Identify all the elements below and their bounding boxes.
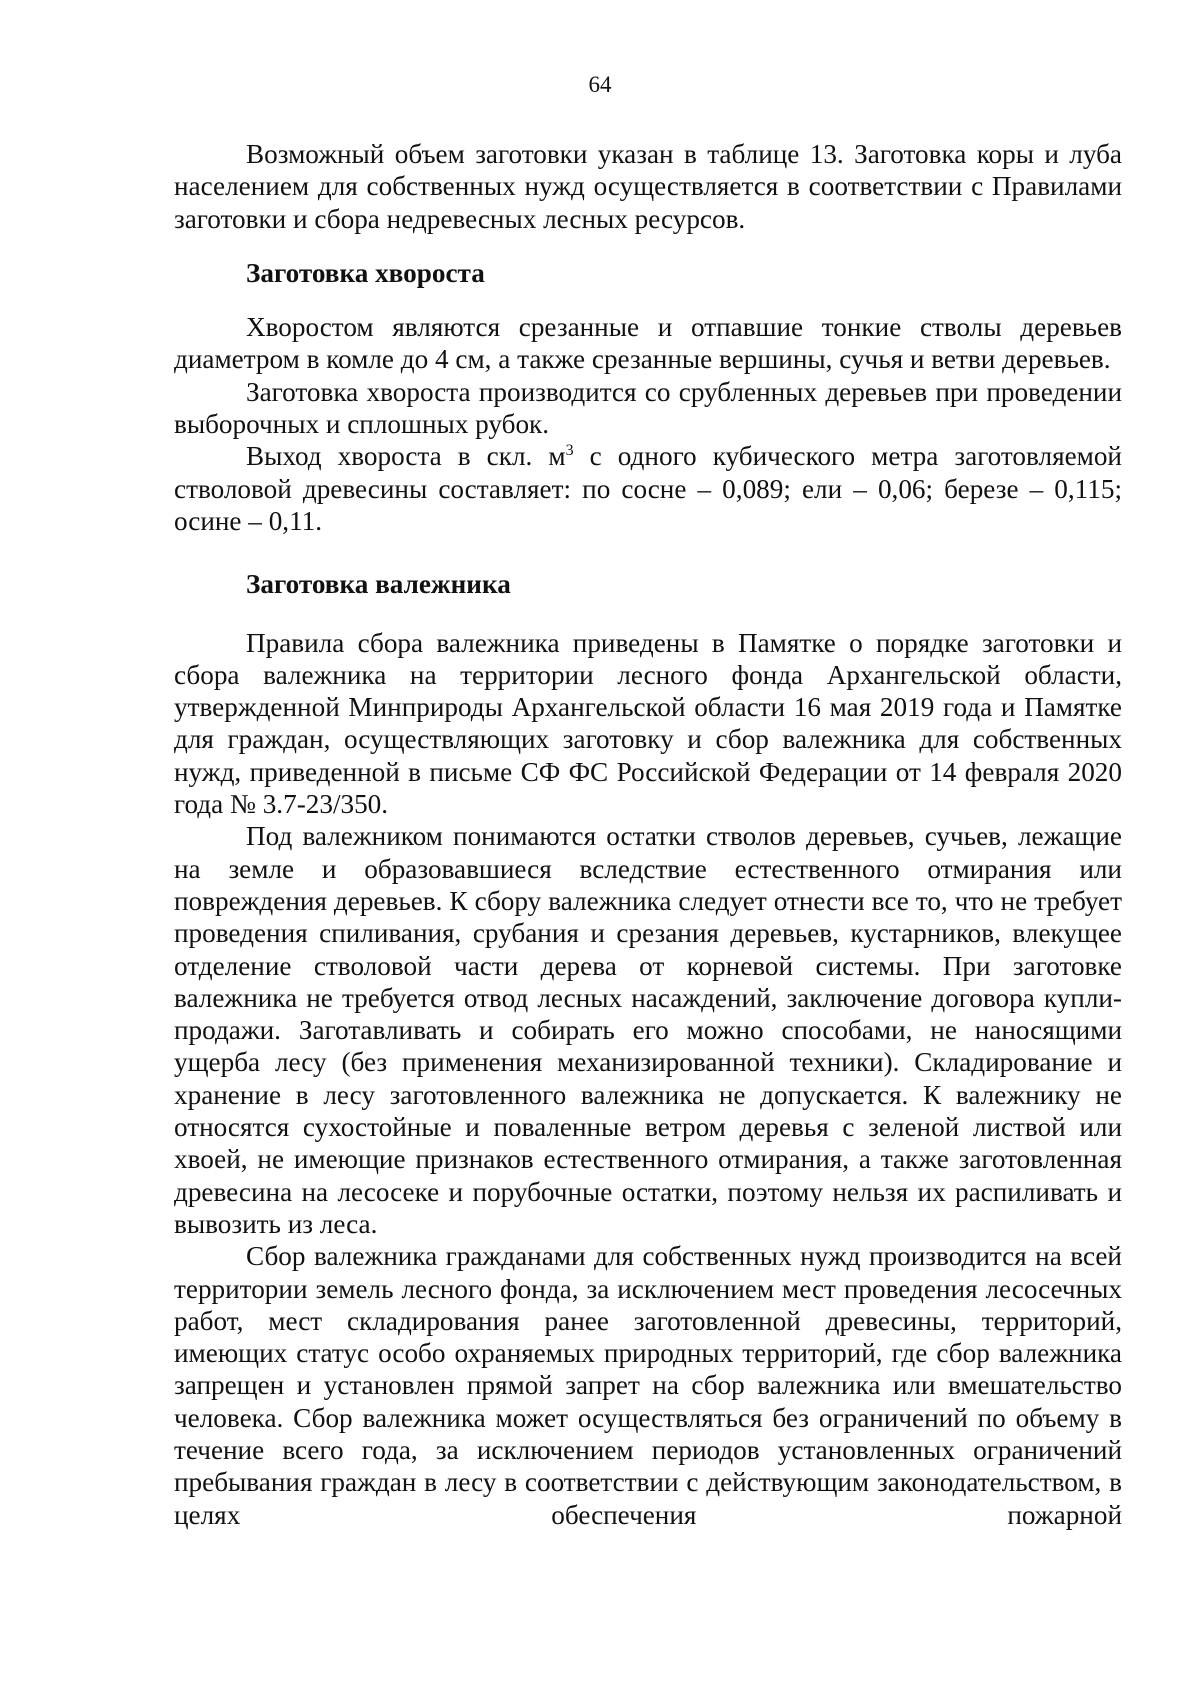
document-body bbox=[174, 138, 1122, 1531]
yield-text-end: с одного кубического метра заготовляемой стволовой древесины составляет: по сосне – 0,089; ели – 0,06; березе – 0,115; осине – 0,11. bbox=[174, 441, 1122, 536]
paragraph-brushwood-source: Заготовка хвороста производится со срубленных деревьев при проведении выборочных и сплошных рубок. bbox=[174, 376, 1122, 440]
heading-deadwood: Заготовка валежника bbox=[246, 569, 511, 600]
paragraph-deadwood-collection: Сбор валежника гражданами для собственных нужд производится на всей территории земель лесного фонда, за исключением мест проведения лесосечных работ, мест складирования ранее заготовленной древесины, территорий, имеющих статус особо охраняемых природных территорий, где сбор валежника запрещен и установлен прямой запрет на сбор валежника или вмешательство человека. Сбор валежника может осуществляться без ограничений по объему в течение всего года, за исключением периодов установленных ограничений пребывания граждан в лесу в соответствии с действующим законодательством, в целях обеспечения пожарной bbox=[174, 1241, 1122, 1530]
paragraph-deadwood-definition: Под валежником понимаются остатки стволов деревьев, сучьев, лежащие на земле и образовавшиеся вследствие естественного отмирания или повреждения деревьев. К сбору валежника следует отнести все то, что не требует проведения спиливания, срубания и срезания деревьев, кустарников, влекущее отделение стволовой части дерева от корневой системы. При заготовке валежника не требуется отвод лесных насаждений, заключение договора купли-продажи. Заготавливать и собирать его можно способами, не наносящими ущерба лесу (без применения механизированной техники). Складирование и хранение в лесу заготовленного валежника не допускается. К валежнику не относятся сухостойные и поваленные ветром деревья с зеленой листвой или хвоей, не имеющие признаков естественного отмирания, а также заготовленная древесина на лесосеке и порубочные остатки, поэтому нельзя их распиливать и вывозить из леса. bbox=[174, 821, 1122, 1239]
paragraph-brushwood-definition: Хворостом являются срезанные и отпавшие тонкие стволы деревьев диаметром в комле до 4 см, а также срезанные вершины, сучья и ветви деревьев. bbox=[174, 312, 1122, 375]
paragraph-bark-harvesting: Возможный объем заготовки указан в таблице 13. Заготовка коры и луба населением для собственных нужд осуществляется в соответствии с Правилами заготовки и сбора недревесных лесных ресурсов. bbox=[174, 139, 1122, 234]
yield-text-start: Выход хвороста в скл. м bbox=[246, 441, 566, 472]
page-number: 64 bbox=[588, 72, 612, 97]
cubic-superscript: 3 bbox=[565, 442, 574, 460]
heading-brushwood: Заготовка хвороста bbox=[246, 257, 485, 288]
paragraph-deadwood-rules: Правила сбора валежника приведены в Памятке о порядке заготовки и сбора валежника на территории лесного фонда Архангельской области, утвержденной Минприроды Архангельской области 16 мая 2019 года и Памятке для граждан, осуществляющих заготовку и сбор валежника для собственных нужд, приведенной в письме СФ ФС Российской Федерации от 14 февраля 2020 года № 3.7-23/350. bbox=[174, 627, 1122, 820]
paragraph-brushwood-yield bbox=[174, 440, 1122, 537]
